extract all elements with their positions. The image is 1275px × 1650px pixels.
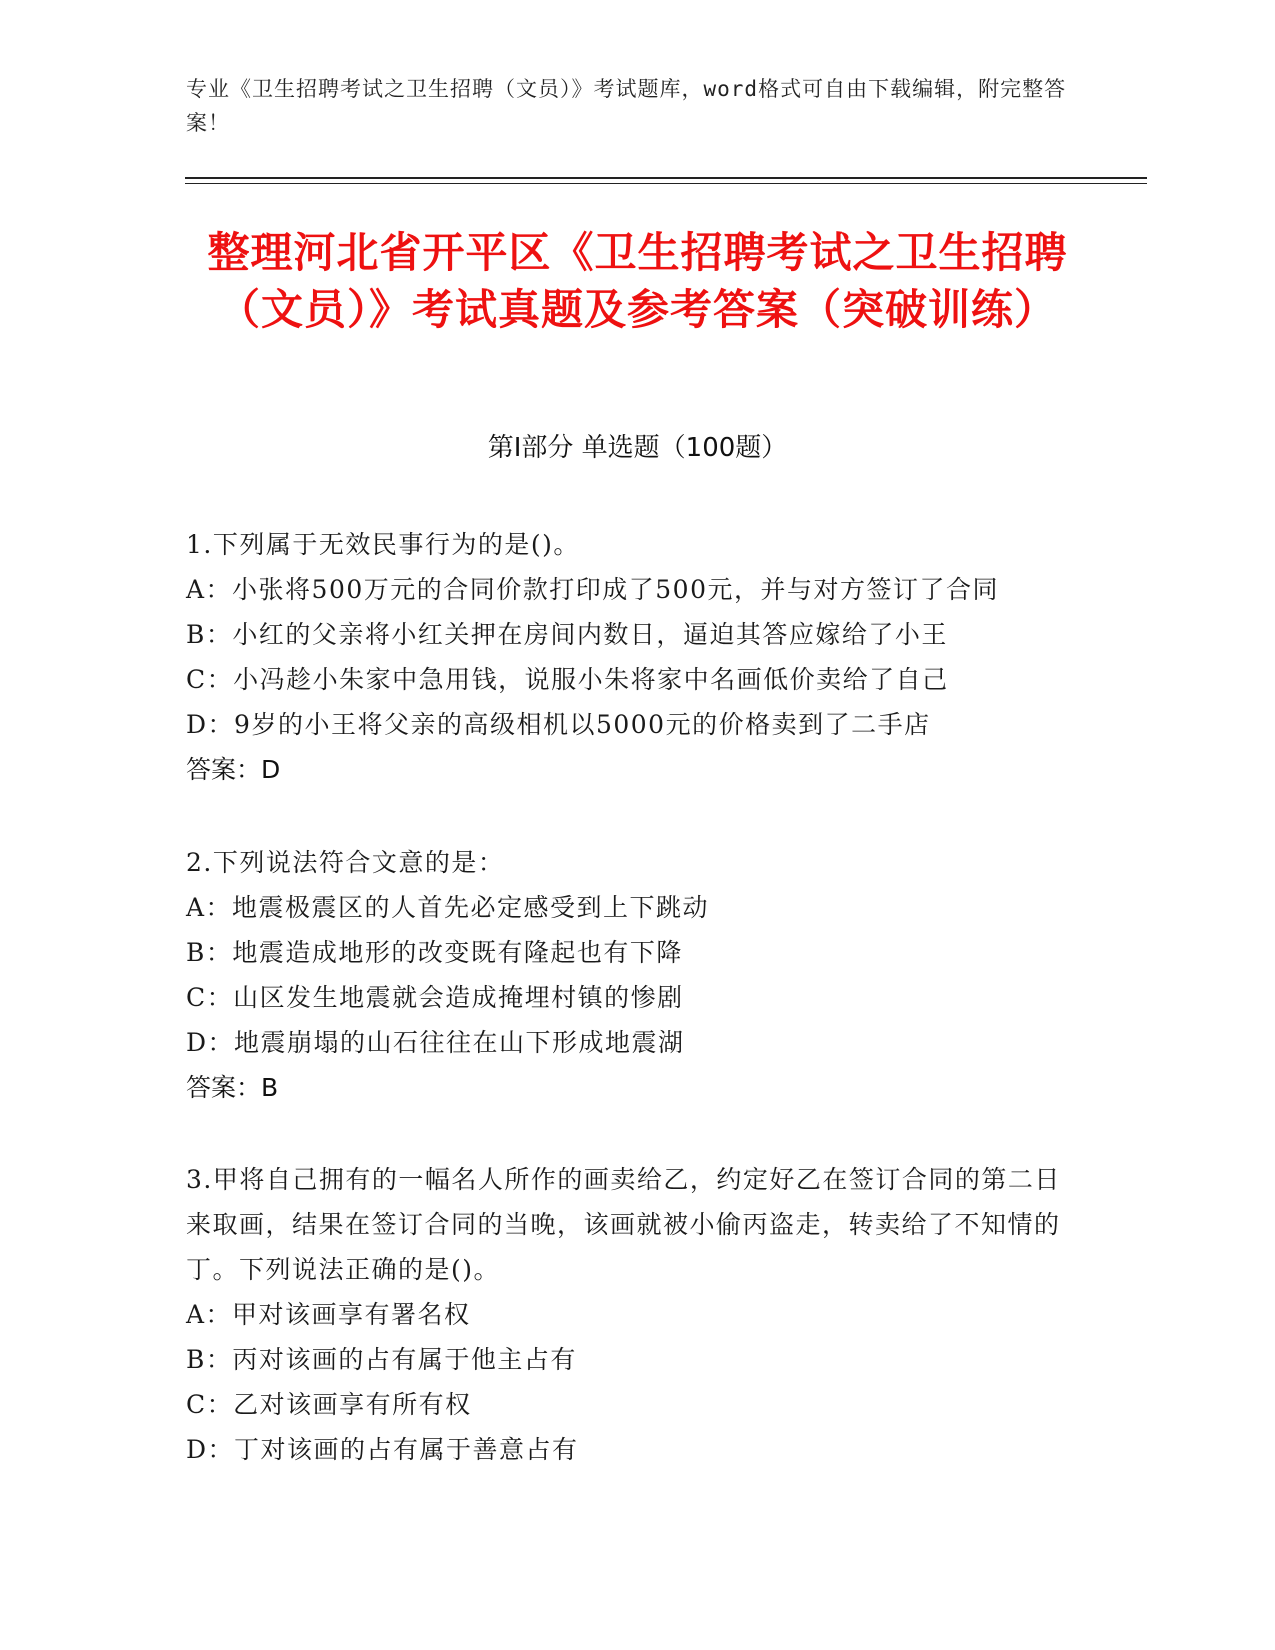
option-c: C：乙对该画享有所有权	[186, 1390, 472, 1419]
answer-line: 答案：B	[186, 1073, 279, 1102]
option-b: B：地震造成地形的改变既有隆起也有下降	[186, 938, 683, 967]
option-a: A：地震极震区的人首先必定感受到上下跳动	[186, 893, 710, 922]
option-b: B：小红的父亲将小红关押在房间内数日，逼迫其答应嫁给了小王	[186, 620, 948, 649]
option-d: D：9岁的小王将父亲的高级相机以5000元的价格卖到了二手店	[186, 710, 931, 739]
header-divider-thin	[185, 183, 1147, 184]
option-a: A：小张将500万元的合同价款打印成了500元，并与对方签订了合同	[186, 575, 999, 604]
option-d: D：地震崩塌的山石往往在山下形成地震湖	[186, 1028, 685, 1057]
option-a: A：甲对该画享有署名权	[186, 1300, 471, 1329]
question-3	[186, 1157, 1086, 1472]
question-1	[186, 522, 1086, 792]
option-d: D：丁对该画的占有属于善意占有	[186, 1435, 579, 1464]
option-c: C：山区发生地震就会造成掩埋村镇的惨剧	[186, 983, 684, 1012]
header-divider-thick	[185, 177, 1147, 179]
question-2	[186, 840, 1086, 1110]
answer-line: 答案：D	[186, 755, 281, 784]
option-c: C：小冯趁小朱家中急用钱，说服小朱将家中名画低价卖给了自己	[186, 665, 949, 694]
question-stem: 3.甲将自己拥有的一幅名人所作的画卖给乙，约定好乙在签订合同的第二日来取画，结果在签订合同的当晚，该画就被小偷丙盗走，转卖给了不知情的丁。下列说法正确的是()。	[186, 1165, 1061, 1284]
option-b: B：丙对该画的占有属于他主占有	[186, 1345, 577, 1374]
document-title: 整理河北省开平区《卫生招聘考试之卫生招聘（文员）》考试真题及参考答案（突破训练）	[207, 228, 1068, 334]
header-note: 专业《卫生招聘考试之卫生招聘（文员）》考试题库，word格式可自由下载编辑，附完整答案！	[186, 77, 1067, 135]
section-heading: 第Ⅰ部分 单选题（100题）	[487, 433, 788, 463]
question-stem: 1.下列属于无效民事行为的是()。	[186, 530, 580, 559]
question-stem: 2.下列说法符合文意的是：	[186, 848, 505, 877]
